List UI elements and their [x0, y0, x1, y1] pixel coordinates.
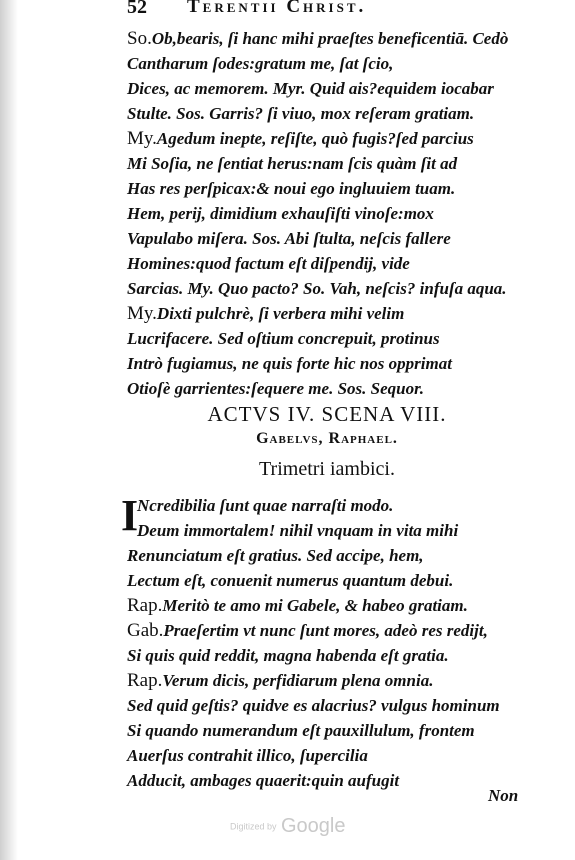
line-text: Verum dicis, perfidiarum plena omnia.: [162, 671, 434, 690]
digitization-watermark: [230, 815, 345, 838]
line-text: Cantharum ſodes:gratum me, ſat ſcio,: [127, 54, 394, 73]
text-line: [127, 51, 557, 76]
text-line: [127, 618, 557, 643]
page-number: 52: [127, 0, 147, 18]
watermark-prefix: Digitized by: [230, 821, 277, 832]
line-text: Intrò fugiamus, ne quis forte hic nos opprimat: [127, 354, 452, 373]
text-line: [127, 376, 557, 401]
line-text: Mi Soſia, ne ſentiat herus:nam ſcis quàm ſit ad: [127, 154, 458, 173]
text-line: [127, 693, 557, 718]
meter-heading: Trimetri iambici.: [259, 458, 395, 480]
text-line: [127, 568, 557, 593]
text-line: [127, 126, 557, 151]
text-line: [127, 643, 557, 668]
speaker-tag: So.: [127, 28, 152, 49]
text-line: [127, 301, 557, 326]
dialogue-block-2: [127, 493, 557, 793]
page-header: [127, 0, 567, 22]
line-text: Has res perſpicax:& noui ego ingluuiem tuam.: [127, 179, 456, 198]
text-line: [127, 251, 557, 276]
line-text: Si quis quid reddit, magna habenda eſt gratia.: [127, 646, 449, 665]
text-line: [127, 543, 557, 568]
line-text: Lectum eſt, conuenit numerus quantum debui.: [127, 571, 454, 590]
text-line: [127, 351, 557, 376]
text-line: [127, 201, 557, 226]
line-text: Adducit, ambages quaerit:quin aufugit: [127, 771, 400, 790]
text-line: [127, 518, 557, 543]
text-line: [127, 743, 557, 768]
text-line: [127, 593, 557, 618]
text-line: [127, 493, 557, 518]
line-text: Ncredibilia ſunt quae narraſti modo.: [137, 496, 394, 515]
text-line: [127, 718, 557, 743]
line-text: Otioſè garrientes:ſequere me. Sos. Sequor.: [127, 379, 425, 398]
text-line: [127, 326, 557, 351]
line-text: Hem, perij, dimidium exhauſiſti vinoſe:mox: [127, 204, 434, 223]
speaker-tag: Rap.: [127, 595, 163, 616]
line-text: Si quando numerandum eſt pauxillulum, frontem: [127, 721, 475, 740]
speaker-tag: Rap.: [127, 670, 163, 691]
scene-speakers: Gabelvs, Raphael.: [256, 430, 398, 447]
speaker-tag: Gab.: [127, 620, 164, 641]
speaker-tag: My.: [127, 128, 157, 149]
text-line: [127, 276, 557, 301]
running-head: Terentii Christ.: [187, 0, 367, 17]
line-text: Homines:quod factum eſt diſpendij, vide: [127, 254, 410, 273]
spine-shadow: [0, 0, 18, 860]
line-text: Auerſus contrahit illico, ſupercilia: [127, 746, 368, 765]
line-text: Dices, ac memorem. Myr. Quid ais?equidem iocabar: [127, 79, 494, 98]
act-scene-title: ACTVS IV. SCENA VIII.: [207, 402, 447, 426]
dialogue-block-1: [127, 26, 557, 401]
catchword: Non: [488, 786, 519, 805]
text-line: [127, 226, 557, 251]
text-line: [127, 76, 557, 101]
line-text: Sarcias. My. Quo pacto? So. Vah, neſcis? infuſa aqua.: [127, 279, 507, 298]
line-text: Stulte. Sos. Garris? ſi viuo, mox reſeram gratiam.: [127, 104, 475, 123]
line-text: Deum immortalem! nihil vnquam in vita mihi: [137, 521, 459, 540]
text-line: [127, 668, 557, 693]
text-line: [127, 101, 557, 126]
line-text: Vapulabo miſera. Sos. Abi ſtulta, neſcis fallere: [127, 229, 451, 248]
line-text: Meritò te amo mi Gabele, & habeo gratiam.: [162, 596, 468, 615]
line-text: Ob,bearis, ſi hanc mihi praeſtes beneficentiā. Cedò: [151, 29, 509, 48]
line-text: Renunciatum eſt gratius. Sed accipe, hem,: [127, 546, 424, 565]
line-text: Sed quid geſtis? quidve es alacrius? vulgus hominum: [127, 696, 500, 715]
speaker-tag: My.: [127, 303, 157, 324]
line-text: Agedum inepte, reſiſte, quò fugis?ſed parcius: [156, 129, 474, 148]
watermark-brand: Google: [280, 815, 346, 837]
line-text: Dixti pulchrè, ſi verbera mihi velim: [156, 304, 405, 323]
line-text: Lucrifacere. Sed oſtium concrepuit, protinus: [127, 329, 440, 348]
drop-cap: I: [121, 491, 139, 540]
line-text: Praeſertim vt nunc ſunt mores, adeò res redijt,: [163, 621, 488, 640]
text-line: [127, 151, 557, 176]
text-line: [127, 176, 557, 201]
text-line: [127, 26, 557, 51]
